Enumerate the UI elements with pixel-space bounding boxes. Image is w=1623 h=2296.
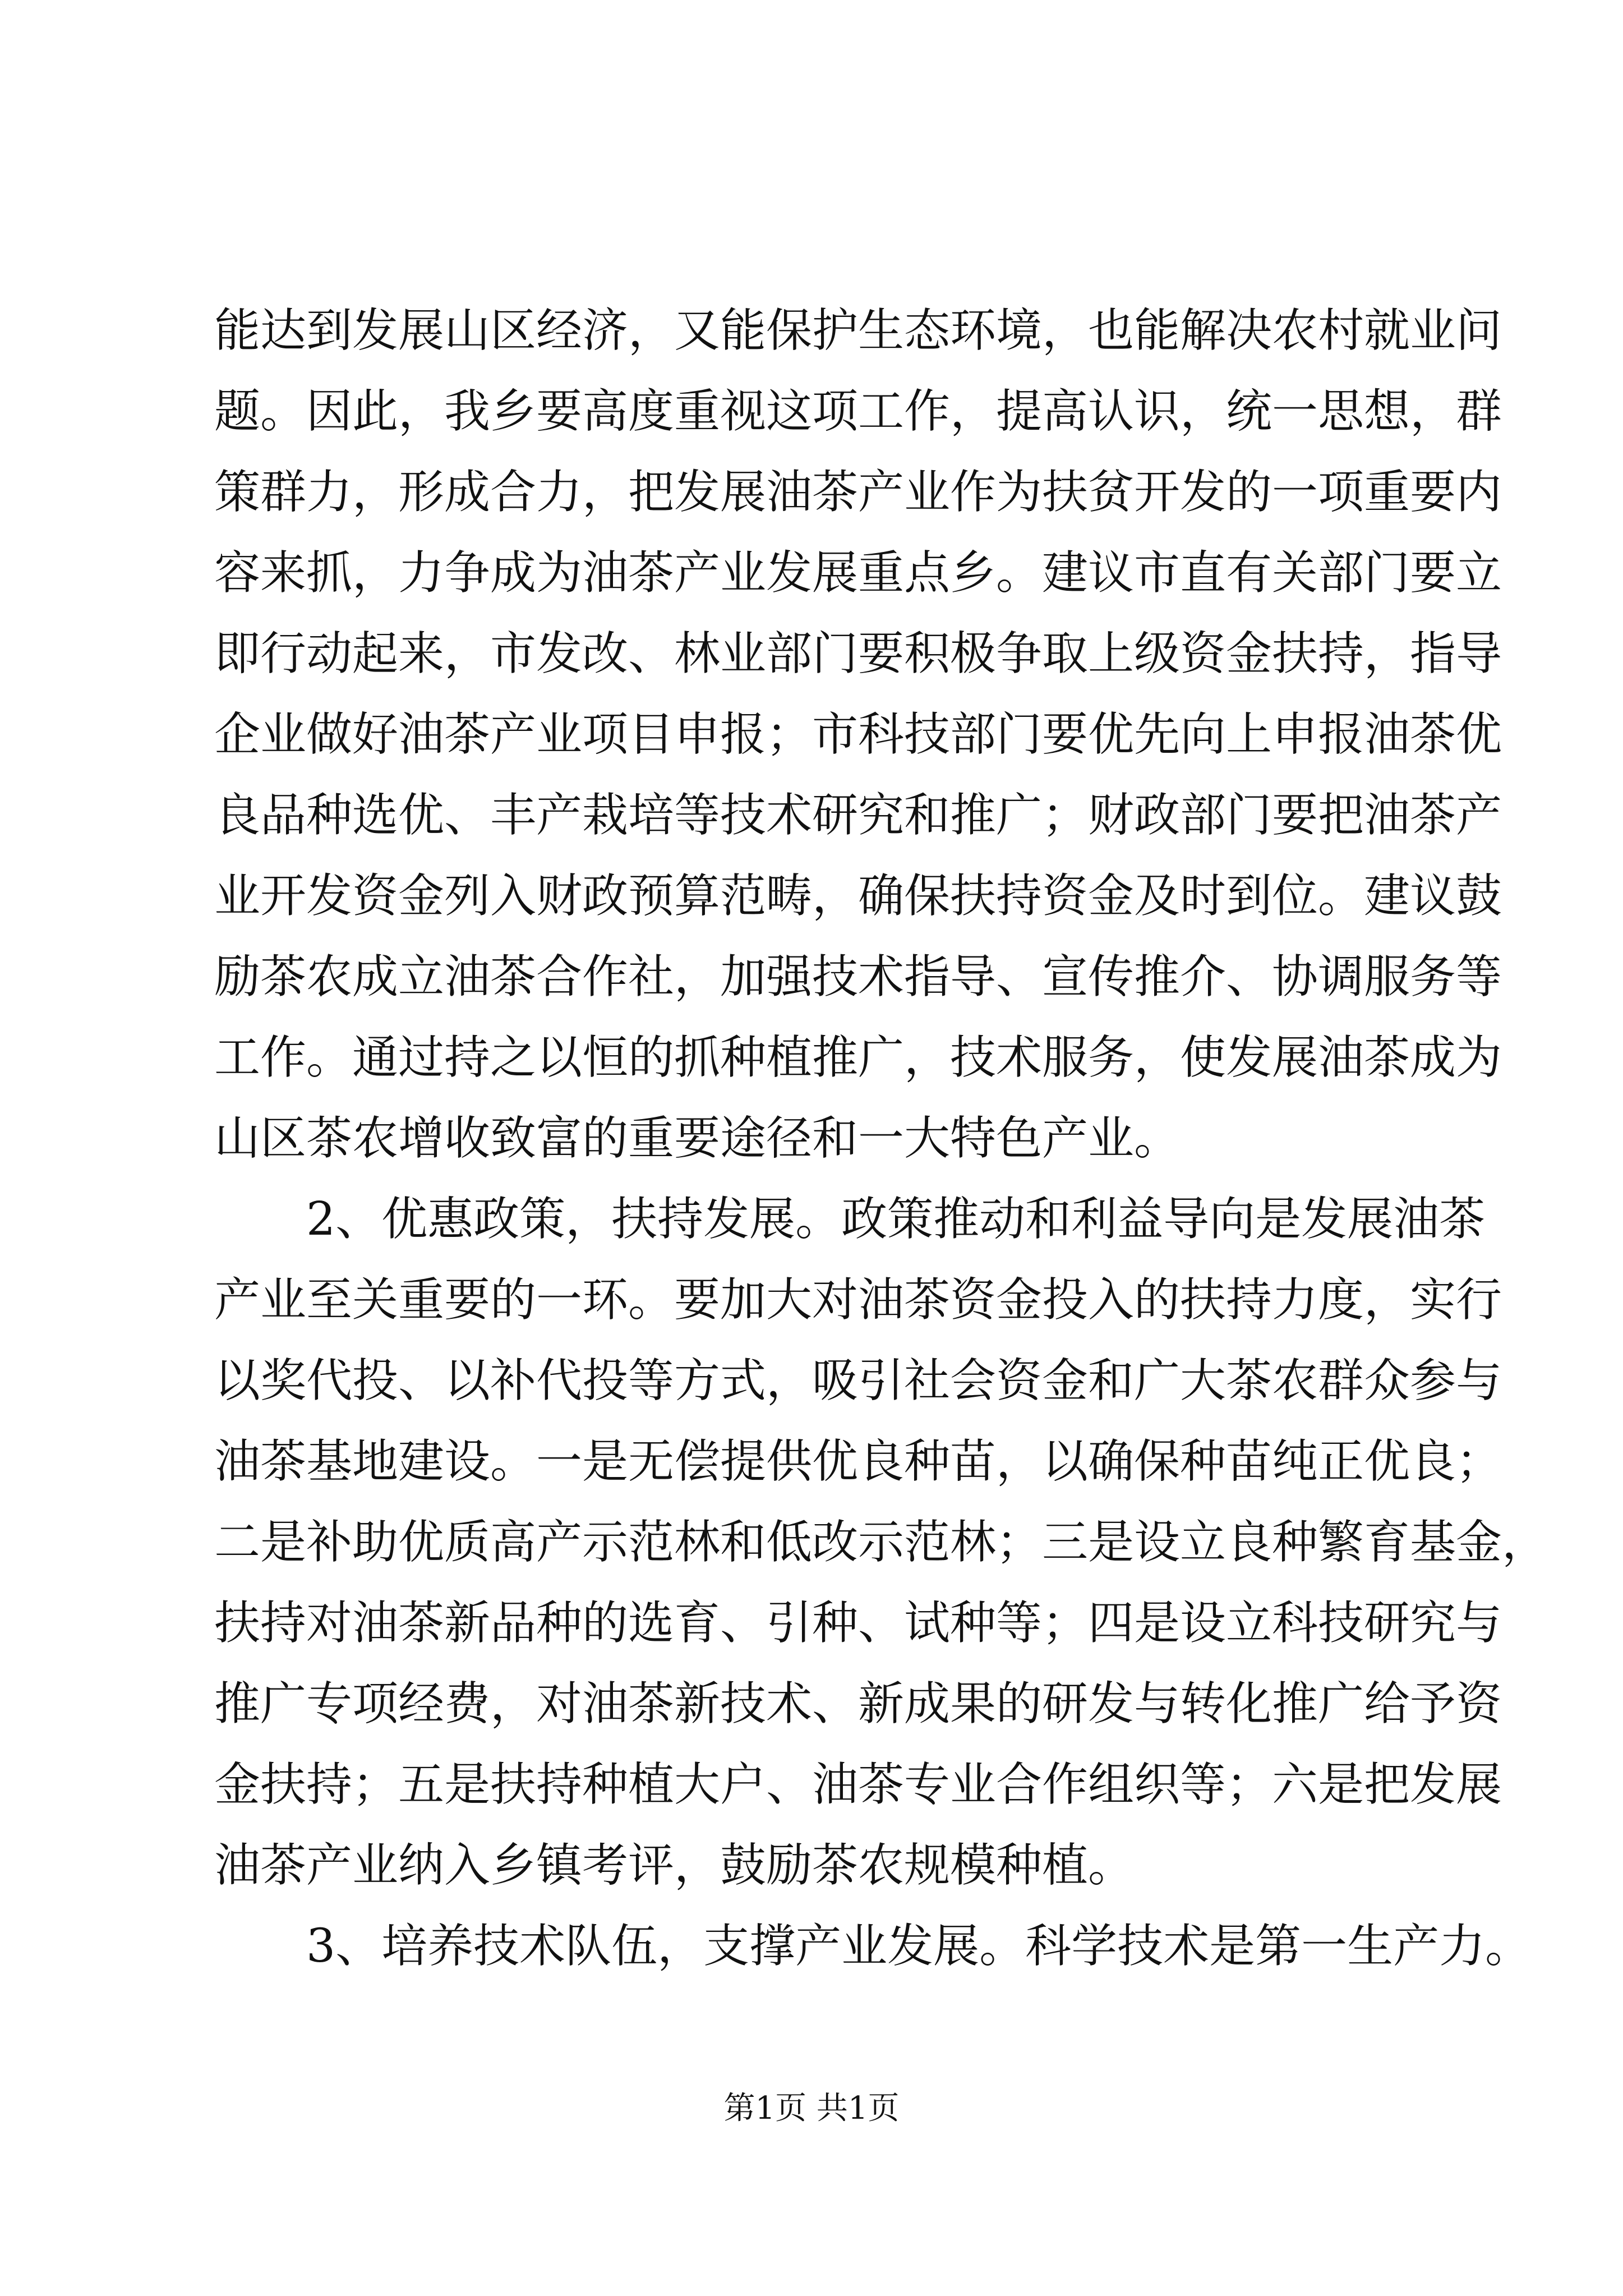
page-number-footer: 第1页 共1页 bbox=[723, 2090, 900, 2127]
paragraph-line: 油茶产业纳入乡镇考评，鼓励茶农规模种植。 bbox=[214, 1839, 1135, 1892]
paragraph-line: 3、培养技术队伍，支撑产业发展。科学技术是第一生产力。 bbox=[214, 1920, 1532, 1973]
paragraph-line: 以奖代投、以补代投等方式，吸引社会资金和广大茶农群众参与 bbox=[214, 1354, 1502, 1407]
paragraph-line: 策群力，形成合力，把发展油茶产业作为扶贫开发的一项重要内 bbox=[214, 466, 1502, 519]
paragraph-line: 产业至关重要的一环。要加大对油茶资金投入的扶持力度，实行 bbox=[214, 1273, 1502, 1327]
paragraph-line: 容来抓，力争成为油茶产业发展重点乡。建议市直有关部门要立 bbox=[214, 546, 1502, 600]
paragraph-line: 工作。通过持之以恒的抓种植推广，技术服务，使发展油茶成为 bbox=[214, 1031, 1502, 1084]
paragraph-line: 山区茶农增收致富的重要途径和一大特色产业。 bbox=[214, 1112, 1181, 1165]
paragraph-line: 业开发资金列入财政预算范畴，确保扶持资金及时到位。建议鼓 bbox=[214, 869, 1502, 923]
paragraph-line: 金扶持；五是扶持种植大户、油茶专业合作组织等；六是把发展 bbox=[214, 1758, 1502, 1811]
paragraph-line: 良品种选优、丰产栽培等技术研究和推广；财政部门要把油茶产 bbox=[214, 789, 1502, 842]
paragraph-line: 励茶农成立油茶合作社，加强技术指导、宣传推介、协调服务等 bbox=[214, 950, 1502, 1004]
paragraph-line: 二是补助优质高产示范林和低改示范林；三是设立良种繁育基金， bbox=[214, 1516, 1548, 1569]
paragraph-line: 企业做好油茶产业项目申报；市科技部门要优先向上申报油茶优 bbox=[214, 708, 1502, 761]
paragraph-line: 扶持对油茶新品种的选育、引种、试种等；四是设立科技研究与 bbox=[214, 1596, 1502, 1650]
paragraph-line: 即行动起来，市发改、林业部门要积极争取上级资金扶持，指导 bbox=[214, 627, 1502, 680]
paragraph-line: 能达到发展山区经济，又能保护生态环境，也能解决农村就业问 bbox=[214, 304, 1502, 357]
paragraph-line: 油茶基地建设。一是无偿提供优良种苗，以确保种苗纯正优良； bbox=[214, 1435, 1502, 1488]
paragraph-line: 推广专项经费，对油茶新技术、新成果的研发与转化推广给予资 bbox=[214, 1677, 1502, 1731]
paragraph-line: 2、优惠政策，扶持发展。政策推动和利益导向是发展油茶 bbox=[214, 1193, 1486, 1246]
paragraph-line: 题。因此，我乡要高度重视这项工作，提高认识，统一思想，群 bbox=[214, 385, 1502, 438]
